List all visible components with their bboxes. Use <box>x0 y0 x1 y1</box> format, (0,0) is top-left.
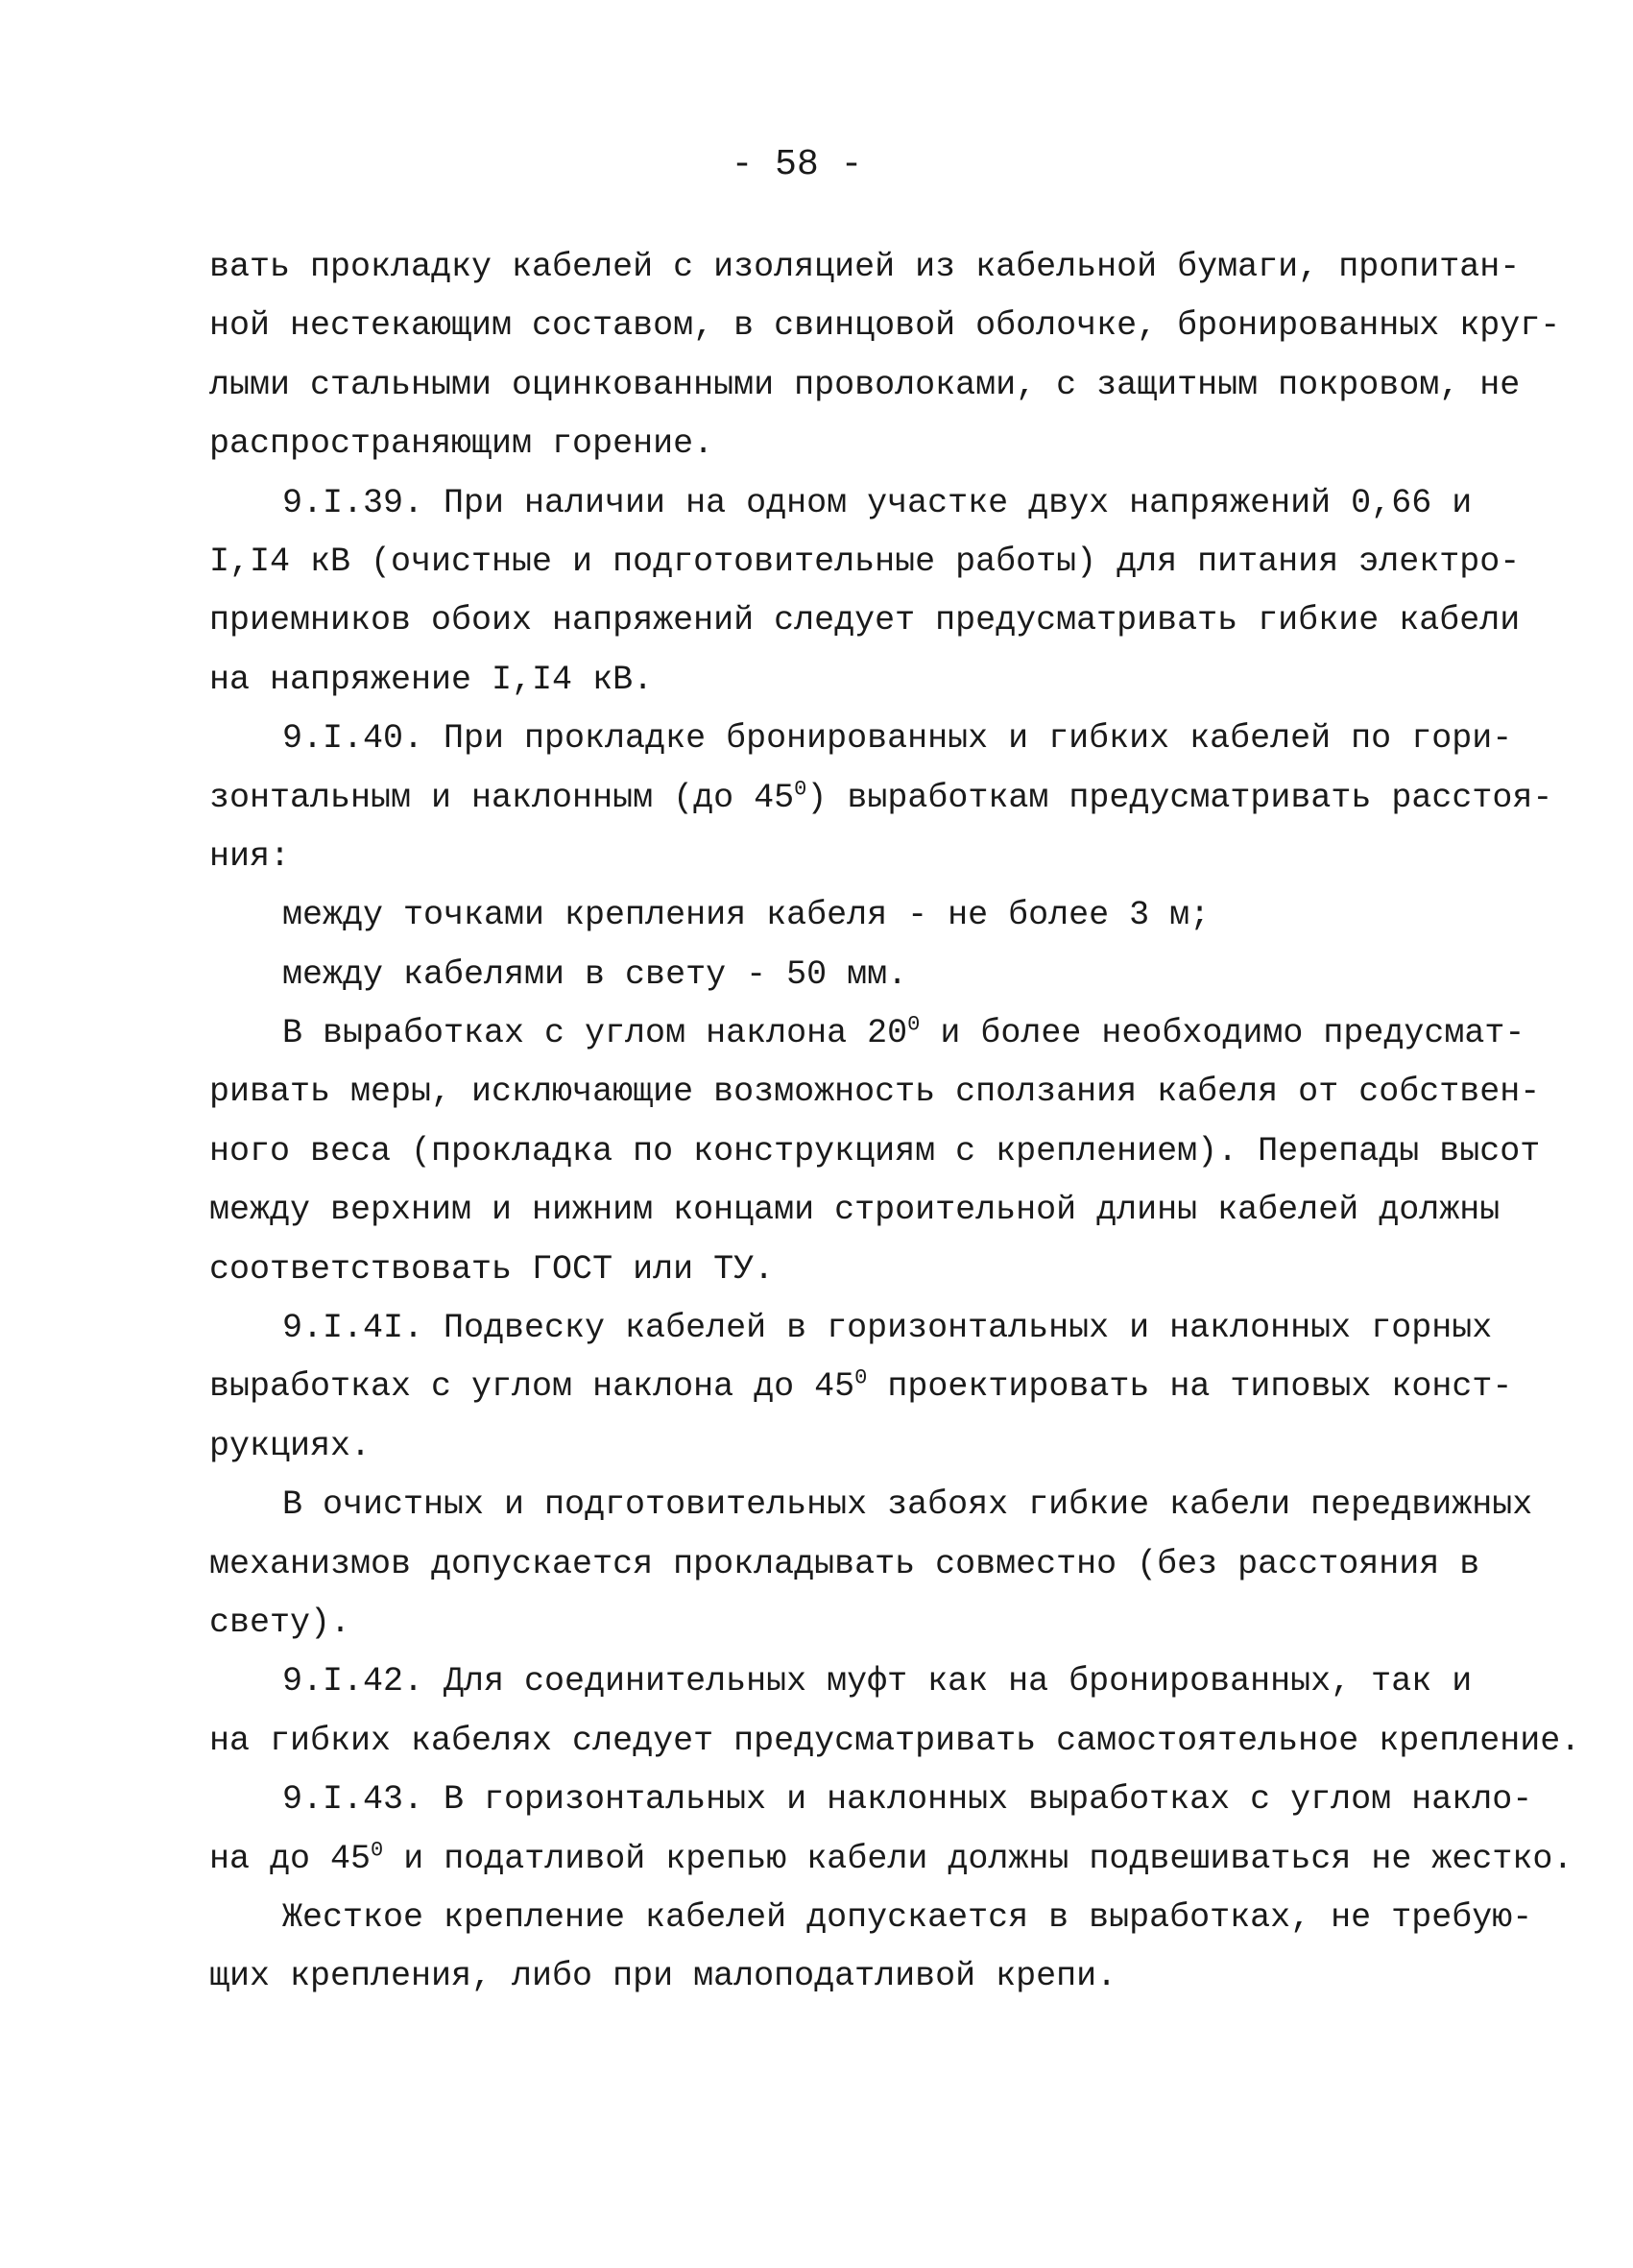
degree-superscript: 0 <box>907 1012 921 1037</box>
text-line: на напряжение I,I4 кВ. <box>209 660 654 699</box>
text-line <box>209 1358 1513 1416</box>
list-line: между точками крепления кабеля - не более 3 м; <box>282 896 1211 935</box>
text-line <box>209 769 1553 828</box>
text-line: механизмов допускается прокладывать совместно (без расстояния в <box>209 1544 1480 1583</box>
paragraph-start-line <box>209 1004 1525 1063</box>
line-text-after-superscript: ) выработкам предусматривать расстоя- <box>806 778 1553 817</box>
paragraph-start-line: Жесткое крепление кабелей допускается в выработках, не требую- <box>282 1897 1533 1937</box>
text-line: распространяющим горение. <box>209 424 714 464</box>
text-line: щих крепления, либо при малоподатливой крепи. <box>209 1957 1117 1996</box>
line-text-before-superscript: на до 45 <box>209 1839 372 1878</box>
text-line: лыми стальными оцинкованными проволоками, с защитным покровом, не <box>209 365 1521 404</box>
text-line <box>209 1830 1573 1889</box>
line-text-after-superscript: проектировать на типовых конст- <box>867 1367 1513 1407</box>
text-line: между верхним и нижним концами строительной длины кабелей должны <box>209 1191 1501 1230</box>
degree-superscript: 0 <box>854 1365 868 1390</box>
body-text <box>209 238 1581 2007</box>
line-text-after-superscript: и более необходимо предусмат- <box>920 1014 1525 1053</box>
text-line: вать прокладку кабелей с изоляцией из кабельной бумаги, пропитан- <box>209 248 1521 286</box>
paragraph-start-line: 9.I.42. Для соединительных муфт как на бронированных, так и <box>282 1662 1473 1701</box>
paragraph-start-line: 9.I.40. При прокладке бронированных и гибких кабелей по гори- <box>282 719 1513 759</box>
line-text-after-superscript: и податливой крепью кабели должны подвешиваться не жестко. <box>383 1839 1573 1878</box>
line-text-before-superscript: зонтальным и наклонным (до 45 <box>209 778 795 817</box>
degree-superscript: 0 <box>371 1837 384 1862</box>
text-line: на гибких кабелях следует предусматривать самостоятельное крепление. <box>209 1721 1581 1760</box>
text-line: свету). <box>209 1603 351 1642</box>
text-line: рукциях. <box>209 1426 372 1465</box>
page-number: - 58 - <box>731 144 863 185</box>
text-line: ривать меры, исключающие возможность сползания кабеля от собствен- <box>209 1073 1541 1112</box>
paragraph-start-line: 9.I.39. При наличии на одном участке двух напряжений 0,66 и <box>282 483 1473 522</box>
text-line: ной нестекающим составом, в свинцовой оболочке, бронированных круг- <box>209 306 1561 346</box>
text-line: I,I4 кВ (очистные и подготовительные работы) для питания электро- <box>209 542 1521 581</box>
text-line: ного веса (прокладка по конструкциям с креплением). Перепады высот <box>209 1131 1541 1170</box>
list-line: между кабелями в свету - 50 мм. <box>282 954 908 994</box>
line-text-before-superscript: выработках с углом наклона до 45 <box>209 1367 855 1407</box>
paragraph-start-line: 9.I.4I. Подвеску кабелей в горизонтальных и наклонных горных <box>282 1309 1493 1348</box>
degree-superscript: 0 <box>794 776 807 801</box>
paragraph-start-line: 9.I.43. В горизонтальных и наклонных выработках с углом накло- <box>282 1780 1533 1820</box>
paragraph-start-line: В очистных и подготовительных забоях гибкие кабели передвижных <box>282 1485 1533 1525</box>
line-text-before-superscript: В выработках с углом наклона 20 <box>282 1014 908 1053</box>
text-line: приемников обоих напряжений следует предусматривать гибкие кабели <box>209 601 1521 640</box>
text-line: соответствовать ГОСТ или ТУ. <box>209 1249 775 1289</box>
text-line: ния: <box>209 836 291 876</box>
